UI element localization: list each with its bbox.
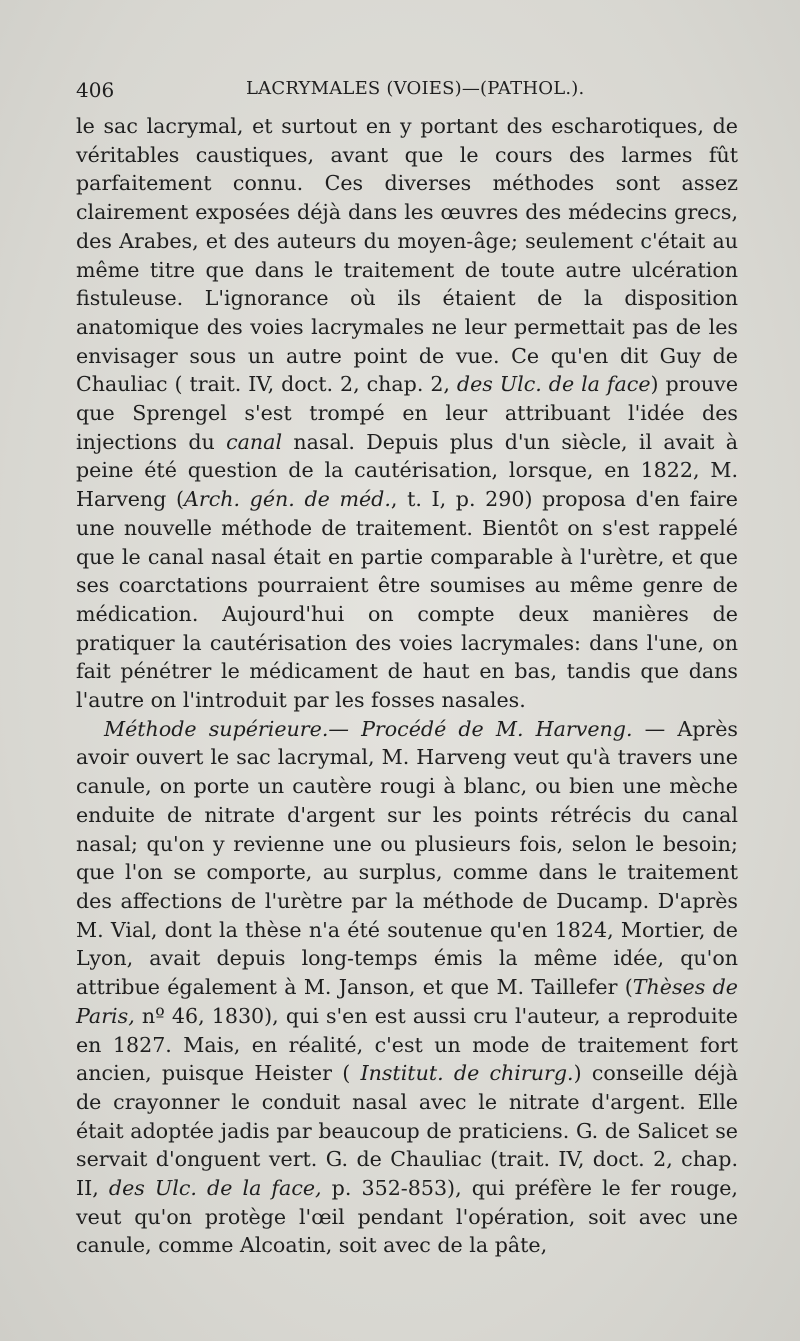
text-run: le sac lacrymal, et surtout en y portant des escharotiques, de véritables caustiques, avant que le cours des larmes fût parfaitement connu. Ces diverses méthodes sont assez clairement exposées déjà dans les œuvres des médecins grecs, des Arabes, et des auteurs du moyen-âge; seulement c'était au même titre que dans le traitement de toute autre ulcération fistuleuse. L'ignorance où ils étaient de la disposition anatomique des voies lacrymales ne leur permettait pas de les envisager sous un autre point de vue. Ce qu'en dit Guy de Chauliac ( trait. IV, doct. 2, chap. 2,	[76, 114, 738, 397]
italic-term: canal	[226, 429, 283, 454]
italic-citation: Thèses de Paris,	[76, 975, 738, 1028]
italic-citation: des Ulc. de la face,	[108, 1176, 322, 1201]
italic-citation: des Ulc. de la face	[456, 372, 651, 397]
text-run: nasal. Depuis plus d'un siècle, il avait à peine été question de la cautérisation, lorsque, en 1822, M. Harveng (	[76, 429, 738, 512]
text-run: ) prouve que Sprengel s'est trompé en leur attribuant l'idée des injections du	[76, 372, 739, 454]
paragraph-methode-superieure	[76, 715, 738, 1260]
text-run: — Après avoir ouvert le sac lacrymal, M. Harveng veut qu'à travers une canule, on porte un cautère rougi à blanc, ou bien une mèche enduite de nitrate d'argent sur les points rétrécis du canal nasal; qu'on y revienne une ou plusieurs fois, selon le besoin; que l'on se comporte, au surplus, comme dans le traitement des affections de l'urètre par la méthode de Ducamp. D'après M. Vial, dont la thèse n'a été soutenue qu'en 1824, Mortier, de Lyon, avait depuis long-temps émis la même idée, qu'on attribue également à M. Janson, et que M. Taillefer (	[76, 716, 738, 1000]
text-run: , t. I, p. 290) proposa d'en faire une nouvelle méthode de traitement. Bientôt on s'est rappelé que le canal nasal était en partie comparable à l'urètre, et que ses coarctations pourraient être soumises au même genre de médication. Aujourd'hui on compte deux manières de pratiquer la cautérisation des voies lacrymales: dans l'une, on fait pénétrer le médicament de haut en bas, tandis que dans l'autre on l'introduit par les fosses nasales.	[76, 487, 738, 713]
page-header	[76, 72, 738, 112]
text-run: p. 352-853), qui préfère le fer rouge, veut qu'on protège l'œil pendant l'opération, soit avec une canule, comme Alcoatin, soit avec de la pâte,	[76, 1176, 738, 1258]
text-run: nº 46, 1830), qui s'en est aussi cru l'auteur, a reproduite en 1827. Mais, en réalité, c'est un mode de traitement fort ancien, puisque Heister (	[76, 1003, 738, 1086]
italic-section-heading: Méthode supérieure.— Procédé de M. Harveng.	[104, 716, 633, 741]
body-text	[76, 112, 738, 1260]
page-number: 406	[76, 78, 115, 102]
running-title: LACRYMALES (VOIES)—(PATHOL.).	[246, 78, 585, 99]
text-run: ) conseille déjà de crayonner le conduit nasal avec le nitrate d'argent. Elle était adoptée jadis par beaucoup de praticiens. G. de Salicet se servait d'onguent vert. G. de Chauliac (trait. IV, doct. 2, chap. II,	[76, 1061, 738, 1201]
italic-citation: Institut. de chirurg.	[360, 1061, 574, 1086]
paragraph-continuation	[76, 112, 738, 715]
italic-citation: Arch. gén. de méd.	[184, 487, 391, 512]
